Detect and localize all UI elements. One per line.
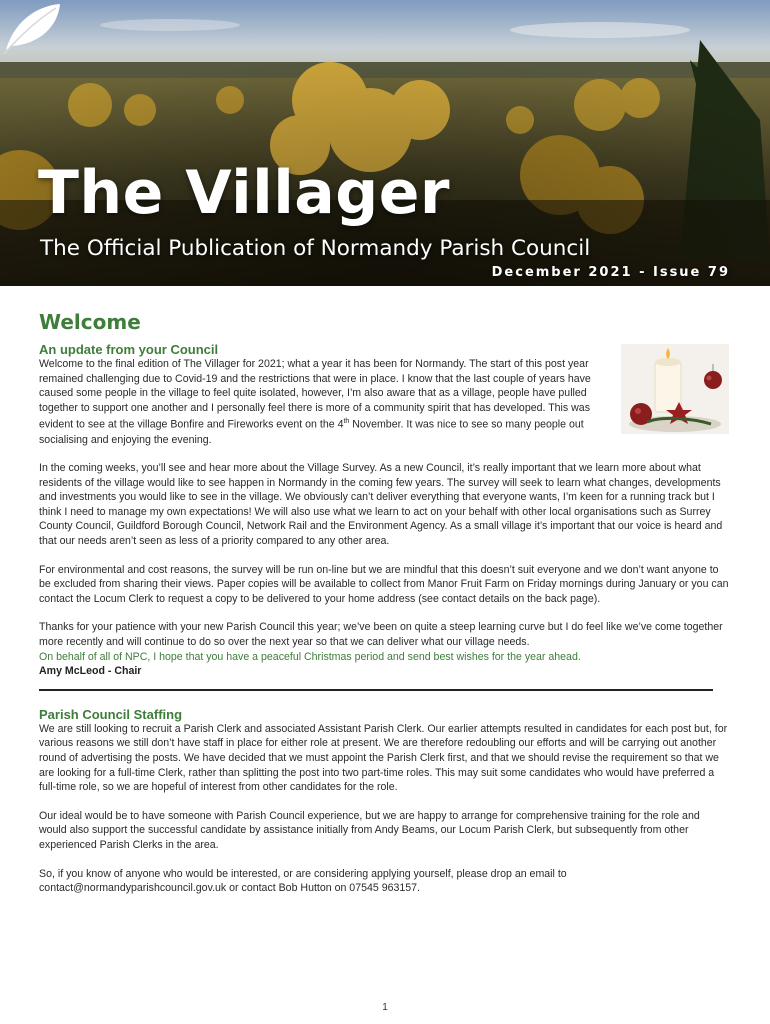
leaf-icon xyxy=(0,0,64,56)
newsletter-subtitle: The Official Publication of Normandy Parish Council xyxy=(40,236,591,261)
staffing-subheading: Parish Council Staffing xyxy=(39,706,183,722)
issue-date: December 2021 - Issue 79 xyxy=(491,265,730,280)
welcome-paragraph-1: Welcome to the final edition of The Villager for 2021; what a year it has been for Normandy. The start of this post year remained challenging due to Covid-19 and the restrictions that were in place. I know that the last couple of years have caused some people in the village to feel quite isolated, however, I’m also aware that as a village, people have pulled together to support one another and I personally feel there is more of a community spirit that has developed. This was evident to see at the village Bonfire and Fireworks event on the 4th November. It was nice to see so many people out socialising and enjoying the evening. xyxy=(39,358,591,446)
section-divider xyxy=(39,689,713,691)
welcome-paragraph-4: Thanks for your patience with your new Parish Council this year; we’ve been on quite a steep learning curve but I do feel like we’ve come together more recently and will continue to do so over the next year so that we can deliver what our village needs. xyxy=(39,621,723,649)
welcome-paragraph-2: In the coming weeks, you’ll see and hear more about the Village Survey. As a new Council, it’s really important that we learn more about what residents of the village would like to see happen in Normandy in the coming few years. The survey will seek to learn what changes, developments and investments you would like to see in the village. We obviously can’t deliver everything that everyone wants, I’m keen for a running track but I think I need to manage my own expectations! We will also use what we learn to act on your behalf with other local organisations such as Surrey County Council, Guildford Borough Council, Network Rail and the Environment Agency. As a small village it’s important that our voice is heard and that our needs aren’t seen as less of a priority compared to any other area. xyxy=(39,462,723,548)
welcome-subheading: An update from your Council xyxy=(39,342,219,357)
welcome-heading: Welcome xyxy=(39,310,141,334)
welcome-paragraph-3: For environmental and cost reasons, the survey will be run on-line but we are mindful that this doesn’t suit everyone and we don’t want anyone to be excluded from sharing their views. Paper copies will be available to collect from Manor Fruit Farm on Friday mornings during January or you can contact the Locum Clerk to request a copy to be delivered to your home address (see contact details on the back page). xyxy=(39,563,729,605)
masthead-banner xyxy=(0,0,770,286)
page-number: 1 xyxy=(382,1002,388,1013)
closing-message: On behalf of all of NPC, I hope that you have a peaceful Christmas period and send best wishes for the year ahead. xyxy=(39,650,581,663)
staffing-paragraph-2: Our ideal would be to have someone with Parish Council experience, but we are happy to arrange for comprehensive training for the role and would also support the successful candidate by assistance initially from Andy Beams, our Locum Parish Clerk, but subsequently from other experienced Parish Clerks in the area. xyxy=(39,809,700,851)
staffing-paragraph-3: So, if you know of anyone who would be interested, or are considering applying yourself, please drop an email to contact@normandyparishcouncil.gov.uk or contact Bob Hutton on 07545 963157. xyxy=(39,867,567,895)
staffing-paragraph-1: We are still looking to recruit a Parish Clerk and associated Assistant Parish Clerk. Our earlier attempts resulted in candidates for each post but, for various reasons we still don’t have staff in place for either role at present. We are therefore redoubling our efforts and will be carrying out another round of advertising the posts. We have decided that we must appoint the Parish Clerk first, and that we should revise the requirement so that we are looking for a full-time Clerk, rather than splitting the post into two part-time roles. This may suit some candidates who would have preferred a full-time role, so we are hopeful of interest from other candidates for the role. xyxy=(39,722,728,794)
candle-ornaments-photo xyxy=(621,344,729,434)
signature: Amy McLeod - Chair xyxy=(39,665,142,678)
main-content xyxy=(39,310,729,910)
newsletter-title: The Villager xyxy=(38,158,451,228)
